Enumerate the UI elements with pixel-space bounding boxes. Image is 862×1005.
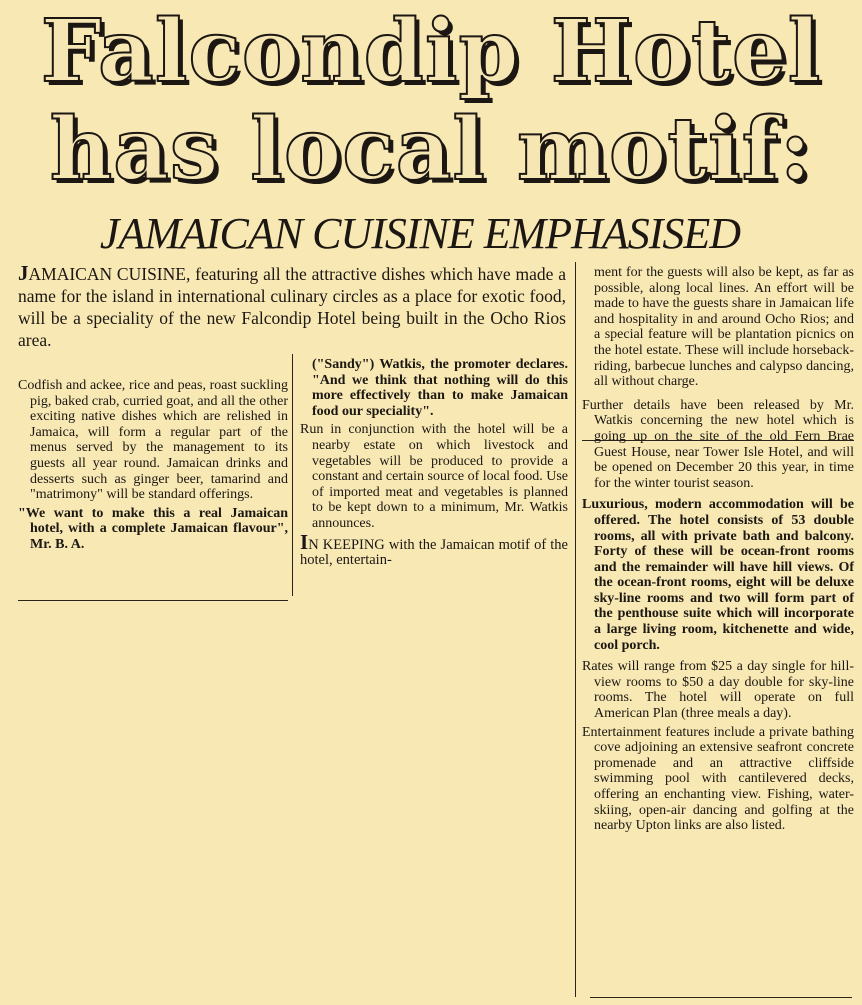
col3-paragraph-5: Entertainment features include a private bathing cove adjoining an extensive seafront concrete promenade and an attractive cliffside swimming pool with cantilevered decks, offering an enchanting view. Fishing, water-skiing, open-air dancing and golfing at the nearby Upton links are also listed. bbox=[582, 724, 854, 834]
col2-paragraph-3 bbox=[300, 529, 568, 569]
col2-paragraph-1: ("Sandy") Watkis, the promoter declares. "And we think that nothing will do this more effectively than to make Jamaican food our speciality". bbox=[312, 357, 568, 419]
subheadline: JAMAICAN CUISINE EMPHASISED bbox=[99, 209, 741, 258]
lead-text: featuring all the attractive dishes which have made a name for the island in international culinary circles as a place for exotic food, will be a speciality of the new Falcondip Hotel being built in the Ocho Rios area. bbox=[18, 264, 566, 350]
col3-paragraph-1: ment for the guests will also be kept, as far as possible, along local lines. An effort will be made to have the guests share in Jamaican life and hospitality in and around Ocho Rios; and a special feature will be plantation picnics on the hotel estate. These will include horseback-riding, barbecue lunches and calypso dancing, all without charge. bbox=[594, 265, 854, 390]
col3-paragraph-3: Luxurious, modern accommodation will be offered. The hotel consists of 53 double rooms, all with private bath and balcony. Forty of these will be ocean-front rooms and the remainder will have hill views. Of the ocean-front rooms, eight will be deluxe sky-line rooms and two will form part of the penthouse suite which will incorporate a large living room, kitchenette and wide, cool porch. bbox=[582, 497, 854, 653]
col2-dropcap: I bbox=[300, 529, 309, 554]
section-rule-bottom bbox=[590, 997, 852, 998]
col1-paragraph-2: "We want to make this a real Jamaican hotel, with a complete Jamaican flavour", Mr. B. A. bbox=[18, 505, 288, 552]
col2-paragraph-3-text: N KEEPING with the Jamaican motif of the hotel, entertain- bbox=[300, 536, 568, 569]
headline-line-1: Falcondip Hotel bbox=[40, 1, 822, 102]
column-2 bbox=[300, 357, 568, 572]
section-rule-left bbox=[18, 600, 288, 601]
column-1 bbox=[18, 378, 288, 556]
column-rule-2 bbox=[575, 262, 576, 997]
lead-dropcap: J bbox=[18, 261, 29, 285]
lead-paragraph bbox=[18, 262, 566, 351]
column-rule-1 bbox=[292, 354, 293, 596]
column-3 bbox=[582, 265, 854, 837]
lead-opening: AMAICAN CUISINE, bbox=[28, 264, 191, 284]
col2-paragraph-2: Run in conjunction with the hotel will be a nearby estate on which livestock and vegetables will be produced to provide a constant and certain source of local food. Use of imported meat and vegetables is planned to be kept down to a minimum, Mr. Watkis announces. bbox=[300, 422, 568, 531]
headline-line-2: has local motif: bbox=[49, 99, 813, 200]
col3-paragraph-2: Further details have been released by Mr. Watkis concerning the new hotel which is going up on the site of the old Fern Brae Guest House, near Tower Isle Hotel, and will be opened on December 20 this year, in time for the winter tourist season. bbox=[582, 397, 854, 491]
col1-paragraph-1: Codfish and ackee, rice and peas, roast suckling pig, baked crab, curried goat, and all the other exciting native dishes which are relished in Jamaica, will form a regular part of the menus served by the management to its guests all year round. Jamaican drinks and desserts such as ginger beer, tamarind and "matrimony" will be standard offerings. bbox=[18, 378, 288, 503]
col3-paragraph-4: Rates will range from $25 a day single for hill-view rooms to $50 a day double for sky-line rooms. The hotel will operate on full American Plan (three meals a day). bbox=[582, 659, 854, 722]
